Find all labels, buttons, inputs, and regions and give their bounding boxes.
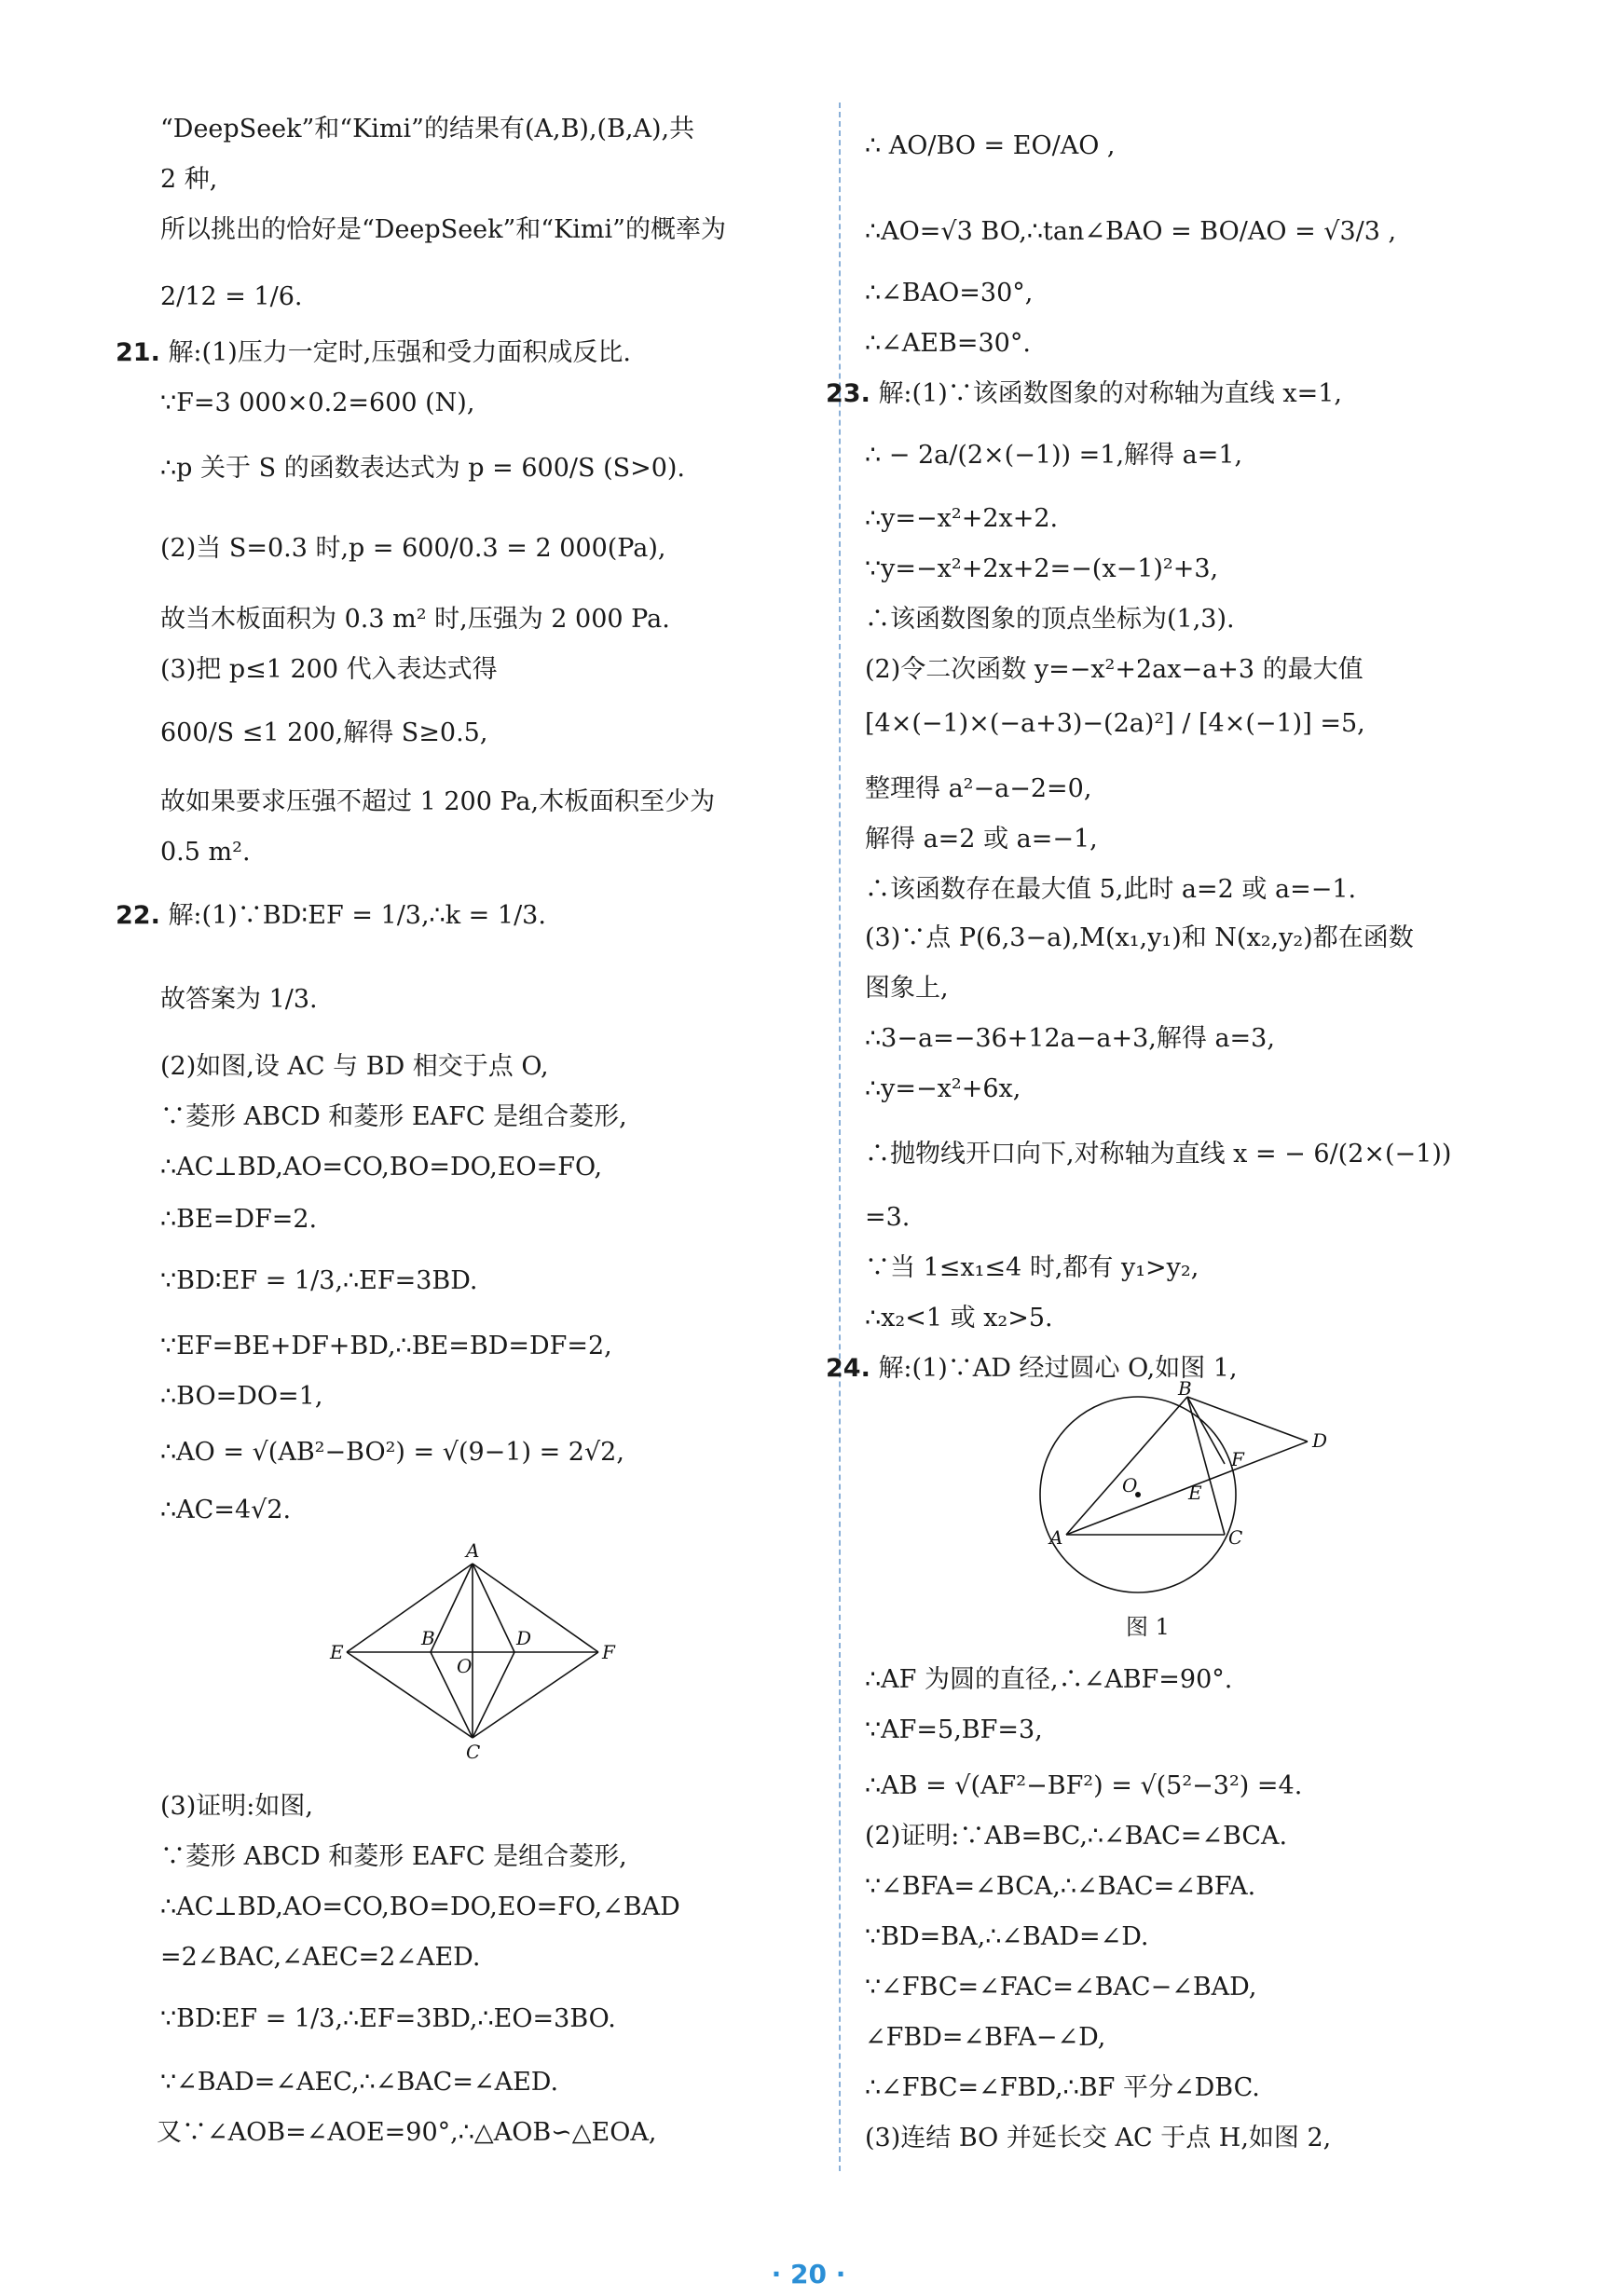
rhombus-figure — [328, 1539, 615, 1766]
text-line: ∵菱形 ABCD 和菱形 EAFC 是组合菱形, — [160, 1842, 627, 1871]
text-line: ∵当 1≤x₁≤4 时,都有 y₁>y₂, — [865, 1253, 1199, 1282]
text-line: ∴y=−x²+2x+2. — [865, 504, 1059, 533]
text-line: (3)把 p≤1 200 代入表达式得 — [160, 655, 498, 684]
text-line: ∴抛物线开口向下,对称轴为直线 x = − 6/(2×(−1)) — [865, 1140, 1452, 1168]
text-line: (2)当 S=0.3 时,p = 600/0.3 = 2 000(Pa), — [160, 534, 666, 563]
question-number: 21. — [116, 338, 160, 367]
edge-ad — [473, 1564, 514, 1652]
label-e: E — [1188, 1482, 1202, 1504]
text-line: ∴∠AEB=30°. — [865, 329, 1031, 358]
text-line: 解:(1)∵该函数图象的对称轴为直线 x=1, — [878, 379, 1342, 408]
text-line: ∴∠FBC=∠FBD,∴BF 平分∠DBC. — [865, 2073, 1260, 2102]
text-line: 故如果要求压强不超过 1 200 Pa,木板面积至少为 — [160, 787, 716, 816]
question-23 — [826, 378, 1342, 410]
text-line: ∵∠FBC=∠FAC=∠BAC−∠BAD, — [865, 1973, 1257, 2002]
label-b: B — [421, 1627, 435, 1649]
text-line: ∴AF 为圆的直径,∴∠ABF=90°. — [865, 1665, 1233, 1694]
text-line: ∴BE=DF=2. — [160, 1205, 318, 1234]
text-line: ∴ AO/BO = EO/AO , — [865, 131, 1116, 160]
text-line: ∴该函数存在最大值 5,此时 a=2 或 a=−1. — [865, 875, 1357, 904]
text-line: ∵菱形 ABCD 和菱形 EAFC 是组合菱形, — [160, 1102, 627, 1131]
label-f: F — [1231, 1448, 1244, 1470]
text-line: ∵∠BAD=∠AEC,∴∠BAC=∠AED. — [160, 2068, 559, 2097]
edge-fc — [473, 1652, 598, 1738]
label-a: A — [1049, 1526, 1063, 1549]
edge-ec — [347, 1652, 473, 1738]
question-21 — [116, 337, 631, 369]
label-o: O — [457, 1655, 473, 1677]
column-divider — [839, 102, 841, 2171]
text-line: ∴AB = √(AF²−BF²) = √(5²−3²) =4. — [865, 1771, 1303, 1800]
text-line: 解:(1)压力一定时,压强和受力面积成反比. — [168, 338, 631, 367]
text-line: ∵∠BFA=∠BCA,∴∠BAC=∠BFA. — [865, 1872, 1256, 1901]
text-line: [4×(−1)×(−a+3)−(2a)²] / [4×(−1)] =5, — [865, 709, 1365, 738]
text-line: ∵F=3 000×0.2=600 (N), — [160, 389, 475, 417]
edge-ab — [431, 1564, 473, 1652]
label-b: B — [1178, 1377, 1192, 1400]
text-line: =2∠BAC,∠AEC=2∠AED. — [160, 1943, 481, 1972]
text-line: ∴BO=DO=1, — [160, 1382, 323, 1411]
text-line: (3)证明:如图, — [160, 1792, 313, 1821]
text-line: 所以挑出的恰好是“DeepSeek”和“Kimi”的概率为 — [160, 215, 726, 244]
text-line: ∴AO = √(AB²−BO²) = √(9−1) = 2√2, — [160, 1438, 624, 1467]
text-line: (3)连结 BO 并延长交 AC 于点 H,如图 2, — [865, 2124, 1332, 2152]
text-line: ∴3−a=−36+12a−a+3,解得 a=3, — [865, 1024, 1275, 1053]
text-line: ∴AO=√3 BO,∴tan∠BAO = BO/AO = √3/3 , — [865, 217, 1397, 246]
text-line: 0.5 m². — [160, 838, 251, 867]
text-line: 故当木板面积为 0.3 m² 时,压强为 2 000 Pa. — [160, 605, 670, 634]
label-d: D — [516, 1627, 532, 1649]
segment-ab — [1066, 1397, 1187, 1535]
text-line: ∠FBD=∠BFA−∠D, — [865, 2023, 1106, 2052]
text-line: 2/12 = 1/6. — [160, 282, 303, 311]
text-line: ∴该函数图象的顶点坐标为(1,3). — [865, 605, 1235, 634]
question-22 — [116, 900, 546, 932]
segment-bd — [1187, 1397, 1308, 1442]
label-e: E — [330, 1641, 344, 1663]
edge-ae — [347, 1564, 473, 1652]
text-line: ∴ − 2a/(2×(−1)) =1,解得 a=1, — [865, 441, 1243, 470]
label-c: C — [1228, 1526, 1243, 1549]
text-line: (2)如图,设 AC 与 BD 相交于点 O, — [160, 1052, 549, 1081]
label-a: A — [466, 1539, 480, 1562]
text-line: ∴AC⊥BD,AO=CO,BO=DO,EO=FO, — [160, 1153, 603, 1182]
text-line: ∴p 关于 S 的函数表达式为 p = 600/S (S>0). — [160, 454, 686, 483]
text-line: (2)证明:∵AB=BC,∴∠BAC=∠BCA. — [865, 1822, 1288, 1851]
label-d: D — [1312, 1429, 1328, 1452]
question-number: 22. — [116, 901, 160, 930]
text-line: ∵BD∶EF = 1/3,∴EF=3BD,∴EO=3BO. — [160, 2004, 616, 2033]
text-line: ∴AC=4√2. — [160, 1496, 292, 1524]
text-line: ∵BD∶EF = 1/3,∴EF=3BD. — [160, 1266, 478, 1295]
segment-bf — [1187, 1397, 1225, 1464]
question-number: 23. — [826, 379, 870, 408]
text-line: (3)∵点 P(6,3−a),M(x₁,y₁)和 N(x₂,y₂)都在函数 — [865, 923, 1414, 952]
text-line: ∵y=−x²+2x+2=−(x−1)²+3, — [865, 554, 1219, 583]
edge-dc — [473, 1652, 514, 1738]
text-line: 解:(1)∵AD 经过圆心 O,如图 1, — [878, 1354, 1238, 1383]
text-line: ∵EF=BE+DF+BD,∴BE=BD=DF=2, — [160, 1332, 612, 1360]
segment-ad — [1066, 1442, 1308, 1535]
text-line: ∵BD=BA,∴∠BAD=∠D. — [865, 1922, 1149, 1951]
label-o: O — [1122, 1474, 1138, 1496]
text-line: (2)令二次函数 y=−x²+2ax−a+3 的最大值 — [865, 655, 1363, 684]
question-number: 24. — [826, 1354, 870, 1383]
page-number: · 20 · — [771, 2259, 846, 2289]
segment-bc — [1187, 1397, 1225, 1535]
question-24 — [826, 1353, 1238, 1385]
text-line: 解得 a=2 或 a=−1, — [865, 825, 1098, 854]
text-line: ∴∠BAO=30°, — [865, 279, 1034, 308]
text-line: 解:(1)∵BD∶EF = 1/3,∴k = 1/3. — [168, 901, 546, 930]
label-c: C — [466, 1741, 481, 1763]
text-line: ∴AC⊥BD,AO=CO,BO=DO,EO=FO,∠BAD — [160, 1893, 680, 1921]
text-line: ∴x₂<1 或 x₂>5. — [865, 1304, 1053, 1332]
text-line: 又∵∠AOB=∠AOE=90°,∴△AOB∽△EOA, — [157, 2118, 657, 2147]
edge-af — [473, 1564, 598, 1652]
label-f: F — [602, 1641, 615, 1663]
text-line: 图象上, — [865, 974, 949, 1003]
text-line: 故答案为 1/3. — [160, 985, 318, 1014]
text-line: “DeepSeek”和“Kimi”的结果有(A,B),(B,A),共 — [160, 115, 695, 144]
text-line: 整理得 a²−a−2=0, — [865, 774, 1092, 803]
text-line: ∴y=−x²+6x, — [865, 1074, 1021, 1103]
figure-caption: 图 1 — [1126, 1614, 1170, 1640]
text-line: ∵AF=5,BF=3, — [865, 1715, 1043, 1744]
text-line: 600/S ≤1 200,解得 S≥0.5, — [160, 718, 488, 747]
text-line: 2 种, — [160, 165, 218, 194]
circle-figure-1 — [1033, 1377, 1350, 1589]
text-line: =3. — [865, 1203, 911, 1232]
